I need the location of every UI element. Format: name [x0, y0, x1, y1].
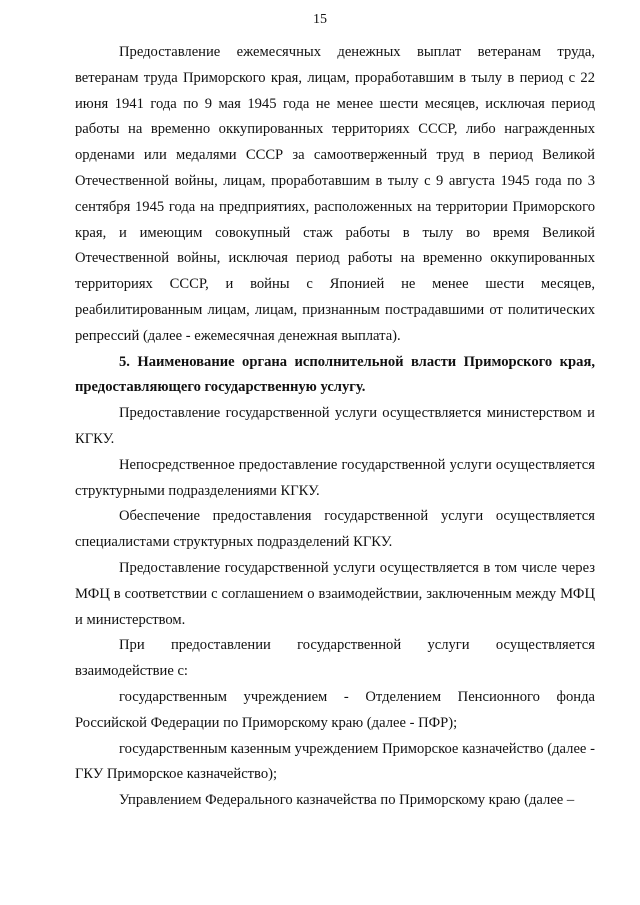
paragraph-service-provider: Предоставление государственной услуги осуществляется министерством и КГКУ.: [75, 405, 595, 447]
list-item-treasury-institution: государственным казенным учреждением Приморское казначейство (далее - ГКУ Приморское казначейство);: [75, 740, 595, 783]
paragraph-mfc: Предоставление государственной услуги осуществляется в том числе через МФЦ в соответствии с соглашением о взаимодействии, заключенным между МФЦ и министерством.: [75, 559, 595, 628]
section-heading-5: 5. Наименование органа исполнительной власти Приморского края, предоставляющего государственную услугу.: [75, 353, 595, 396]
paragraph-provision-support: Обеспечение предоставления государственной услуги осуществляется специалистами структурных подразделений КГКУ.: [75, 508, 595, 551]
document-body: [75, 40, 595, 814]
page-number: 15: [313, 12, 327, 27]
list-item-pfr: государственным учреждением - Отделением Пенсионного фонда Российской Федерации по Приморскому краю (далее - ПФР);: [75, 688, 595, 731]
paragraph-direct-provision: Непосредственное предоставление государственной услуги осуществляется структурными подразделениями КГКУ.: [75, 456, 595, 499]
list-item-federal-treasury: Управлением Федерального казначейства по Приморскому краю (далее –: [119, 792, 575, 809]
paragraph-interaction-intro: При предоставлении государственной услуги осуществляется взаимодействие с:: [75, 637, 595, 680]
paragraph-monthly-payments: Предоставление ежемесячных денежных выплат ветеранам труда, ветеранам труда Приморского края, лицам, проработавшим в тылу в период с 22 июня 1941 года по 9 мая 1945 года не менее шести месяцев, исключая период работы на временно оккупированных территориях СССР, либо награжденных орденами или медалями СССР за самоотверженный труд в период Великой Отечественной войны, лицам, проработавшим в тылу с 9 августа 1945 года по 3 сентября 1945 года на предприятиях, расположенных на территории Приморского края, и имеющим совокупный стаж работы в тылу во время Великой Отечественной войны, исключая период работы на временно оккупированных территориях СССР, и войны с Японией не менее шести месяцев, реабилитированным лицам, лицам, признанным пострадавшими от политических репрессий (далее - ежемесячная денежная выплата).: [75, 44, 595, 344]
